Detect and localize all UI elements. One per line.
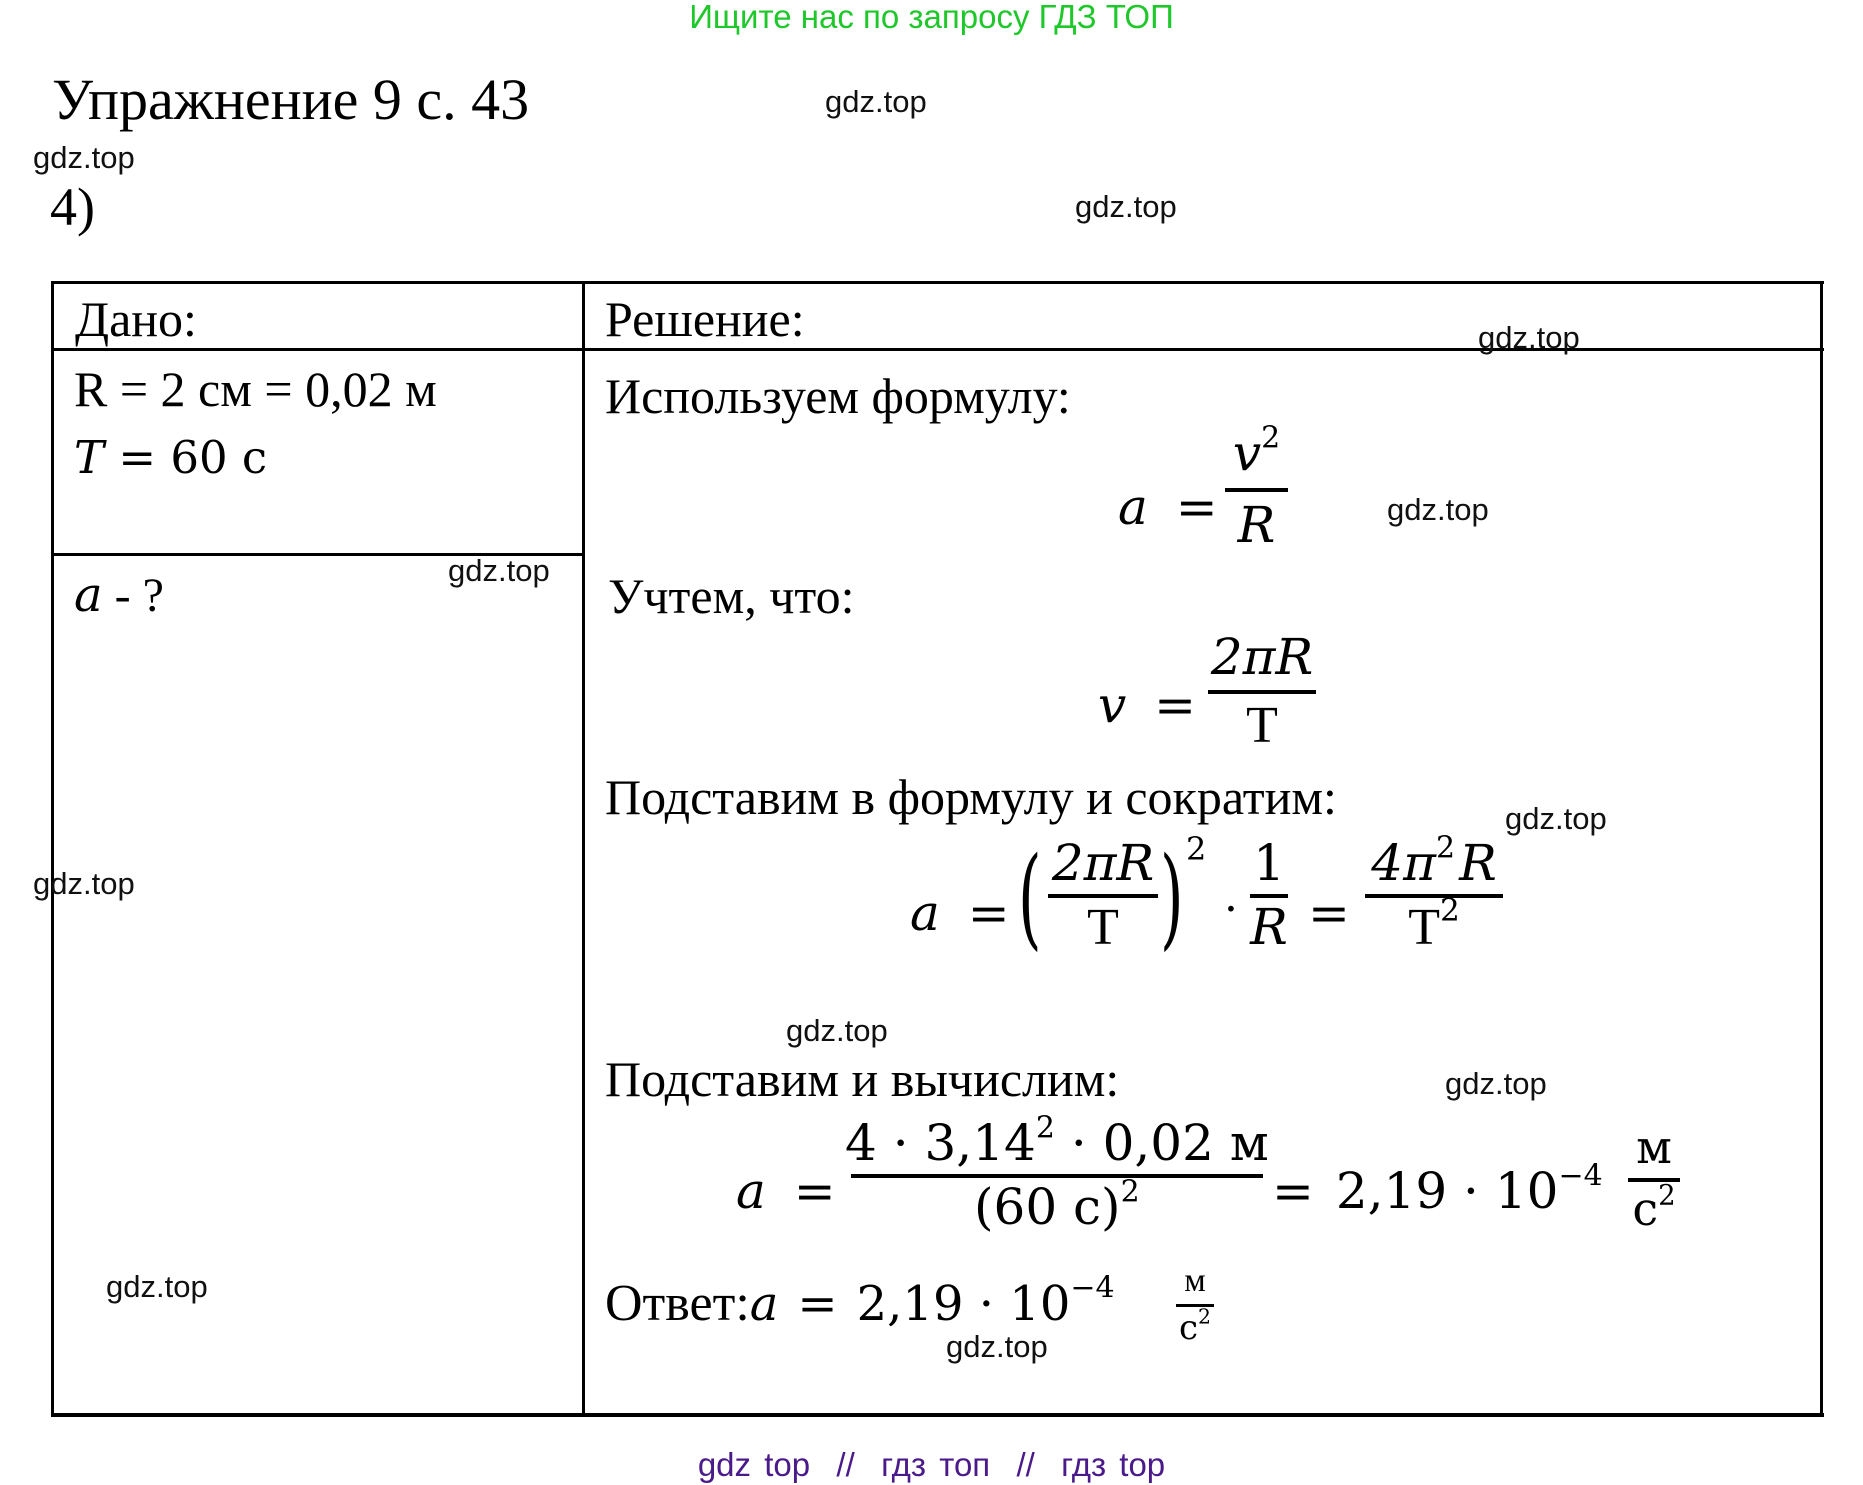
answer-value: 2,19 · 10 xyxy=(856,1276,1071,1332)
answer-equals: = xyxy=(797,1276,838,1332)
f4-unit-num: м xyxy=(1636,1120,1672,1174)
f4-value-exp: −4 xyxy=(1558,1158,1603,1194)
f3-one: 1 xyxy=(1253,834,1285,892)
watermark: gdz.top xyxy=(33,866,135,901)
f2-lhs: v xyxy=(1098,676,1127,734)
answer-unit-den xyxy=(1178,1304,1212,1348)
solution-header: Решение: xyxy=(605,291,805,347)
table-border-top xyxy=(51,281,1824,284)
f1-equals: = xyxy=(1175,478,1218,536)
exercise-title: Упражнение 9 с. 43 xyxy=(52,67,530,132)
answer-unit-c: с xyxy=(1178,1308,1199,1348)
var-a: a xyxy=(74,567,103,623)
f4-den: (60 с) xyxy=(974,1178,1121,1236)
f1-num-exp: 2 xyxy=(1261,420,1281,456)
f3-inner-den: T xyxy=(1087,899,1119,956)
f3-res-4pi: 4π xyxy=(1371,834,1436,892)
answer-unit-exp: 2 xyxy=(1198,1304,1212,1329)
item-number: 4) xyxy=(50,177,95,237)
f3-lhs-group xyxy=(910,884,1010,942)
f3-res-R: R xyxy=(1459,834,1497,892)
watermark: gdz.top xyxy=(1445,1066,1547,1101)
f3-inner-num: 2πR xyxy=(1051,834,1155,892)
answer-var: a xyxy=(749,1276,779,1332)
table-border-right xyxy=(1820,281,1823,1417)
f4-denominator xyxy=(974,1174,1140,1236)
f2-denominator: T xyxy=(1246,697,1278,754)
f4-unit-exp: 2 xyxy=(1658,1178,1676,1212)
f4-result xyxy=(1272,1158,1603,1220)
f3-dot: · xyxy=(1224,884,1238,935)
formula-velocity xyxy=(1098,676,1197,734)
watermark: gdz.top xyxy=(1387,492,1489,527)
f3-right-paren: ) xyxy=(1160,833,1184,961)
f1-bar xyxy=(1225,488,1288,492)
f4-value: 2,19 · 10 xyxy=(1335,1162,1559,1220)
unknown-mark: - ? xyxy=(102,569,164,622)
f4-unit-c: с xyxy=(1632,1182,1659,1236)
answer-unit-num: м xyxy=(1184,1262,1206,1299)
f3-result-fraction xyxy=(1365,830,1503,956)
search-banner: Ищите нас по запросу ГДЗ ТОП xyxy=(689,0,1174,35)
watermark: gdz.top xyxy=(33,140,135,175)
f2-fraction xyxy=(1208,628,1316,754)
watermark: gdz.top xyxy=(786,1013,888,1048)
f1-num-v: v xyxy=(1232,424,1262,482)
f3-inner-bar xyxy=(1048,894,1158,898)
watermark: gdz.top xyxy=(1478,320,1580,355)
f3-res-T: T xyxy=(1408,899,1440,956)
f2-equals: = xyxy=(1154,676,1197,734)
f4-lhs-group xyxy=(736,1162,836,1220)
f1-lhs: a xyxy=(1118,478,1148,536)
f4-num-b: · 0,02 м xyxy=(1054,1114,1269,1172)
step2-text: Учтем, что: xyxy=(608,568,855,624)
f4-equals-2: = xyxy=(1272,1162,1314,1220)
given-header: Дано: xyxy=(75,291,197,347)
answer-exp: −4 xyxy=(1070,1270,1115,1306)
f1-denominator: R xyxy=(1237,496,1276,554)
f4-num-a: 4 · 3,14 xyxy=(845,1114,1036,1172)
f1-fraction xyxy=(1225,420,1288,554)
f4-fraction xyxy=(845,1110,1269,1236)
f3-lhs: a xyxy=(910,884,940,942)
f3-left-paren: ( xyxy=(1018,833,1042,961)
f4-unit-den xyxy=(1632,1178,1676,1236)
watermark: gdz.top xyxy=(946,1329,1048,1364)
answer-line xyxy=(605,1270,1115,1332)
given-radius: R = 2 см = 0,02 м xyxy=(74,361,437,417)
step4-text: Подставим и вычислим: xyxy=(605,1051,1120,1107)
f3-result-bar xyxy=(1365,894,1503,898)
f3-equals: = xyxy=(967,884,1010,942)
answer-label: Ответ: xyxy=(605,1275,750,1332)
watermark: gdz.top xyxy=(448,553,550,588)
f4-den-exp: 2 xyxy=(1120,1174,1140,1210)
f3-den-R: R xyxy=(1250,898,1288,956)
step3-text: Подставим в формулу и сократим: xyxy=(605,769,1337,825)
watermark: gdz.top xyxy=(106,1269,208,1304)
f4-numerator xyxy=(845,1110,1269,1172)
watermark: gdz.top xyxy=(825,84,927,119)
f3-equals-2: = xyxy=(1308,884,1350,942)
f1-numerator xyxy=(1232,420,1281,482)
f3-res-exp: 2 xyxy=(1435,830,1456,866)
f2-numerator: 2πR xyxy=(1210,628,1314,686)
f3-outer-exp: 2 xyxy=(1186,830,1207,868)
table-border-left xyxy=(51,281,54,1417)
step1-text: Используем формулу: xyxy=(605,368,1071,424)
watermark: gdz.top xyxy=(1075,189,1177,224)
f3-inner-fraction xyxy=(1048,834,1158,956)
f3-res-den-exp: 2 xyxy=(1439,892,1460,929)
period-value: = 60 с xyxy=(104,431,268,484)
f3-result-den xyxy=(1408,892,1460,956)
watermark: gdz.top xyxy=(1505,801,1607,836)
formula-acceleration xyxy=(1118,478,1218,536)
f4-equals: = xyxy=(793,1162,836,1220)
unknown-quantity xyxy=(74,567,164,623)
answer-unit xyxy=(1176,1262,1214,1348)
f3-result-num xyxy=(1371,830,1497,892)
f4-num-exp: 2 xyxy=(1035,1110,1055,1146)
f4-unit xyxy=(1628,1120,1680,1236)
f2-bar xyxy=(1208,690,1316,694)
column-divider xyxy=(582,281,585,1417)
table-border-bottom xyxy=(51,1413,1824,1417)
f3-one-over-R xyxy=(1250,834,1288,956)
var-T: T xyxy=(74,431,105,484)
footer-links: gdz top // гдз топ // гдз top xyxy=(697,1446,1166,1483)
given-period xyxy=(74,431,267,484)
f4-lhs: a xyxy=(736,1162,766,1220)
